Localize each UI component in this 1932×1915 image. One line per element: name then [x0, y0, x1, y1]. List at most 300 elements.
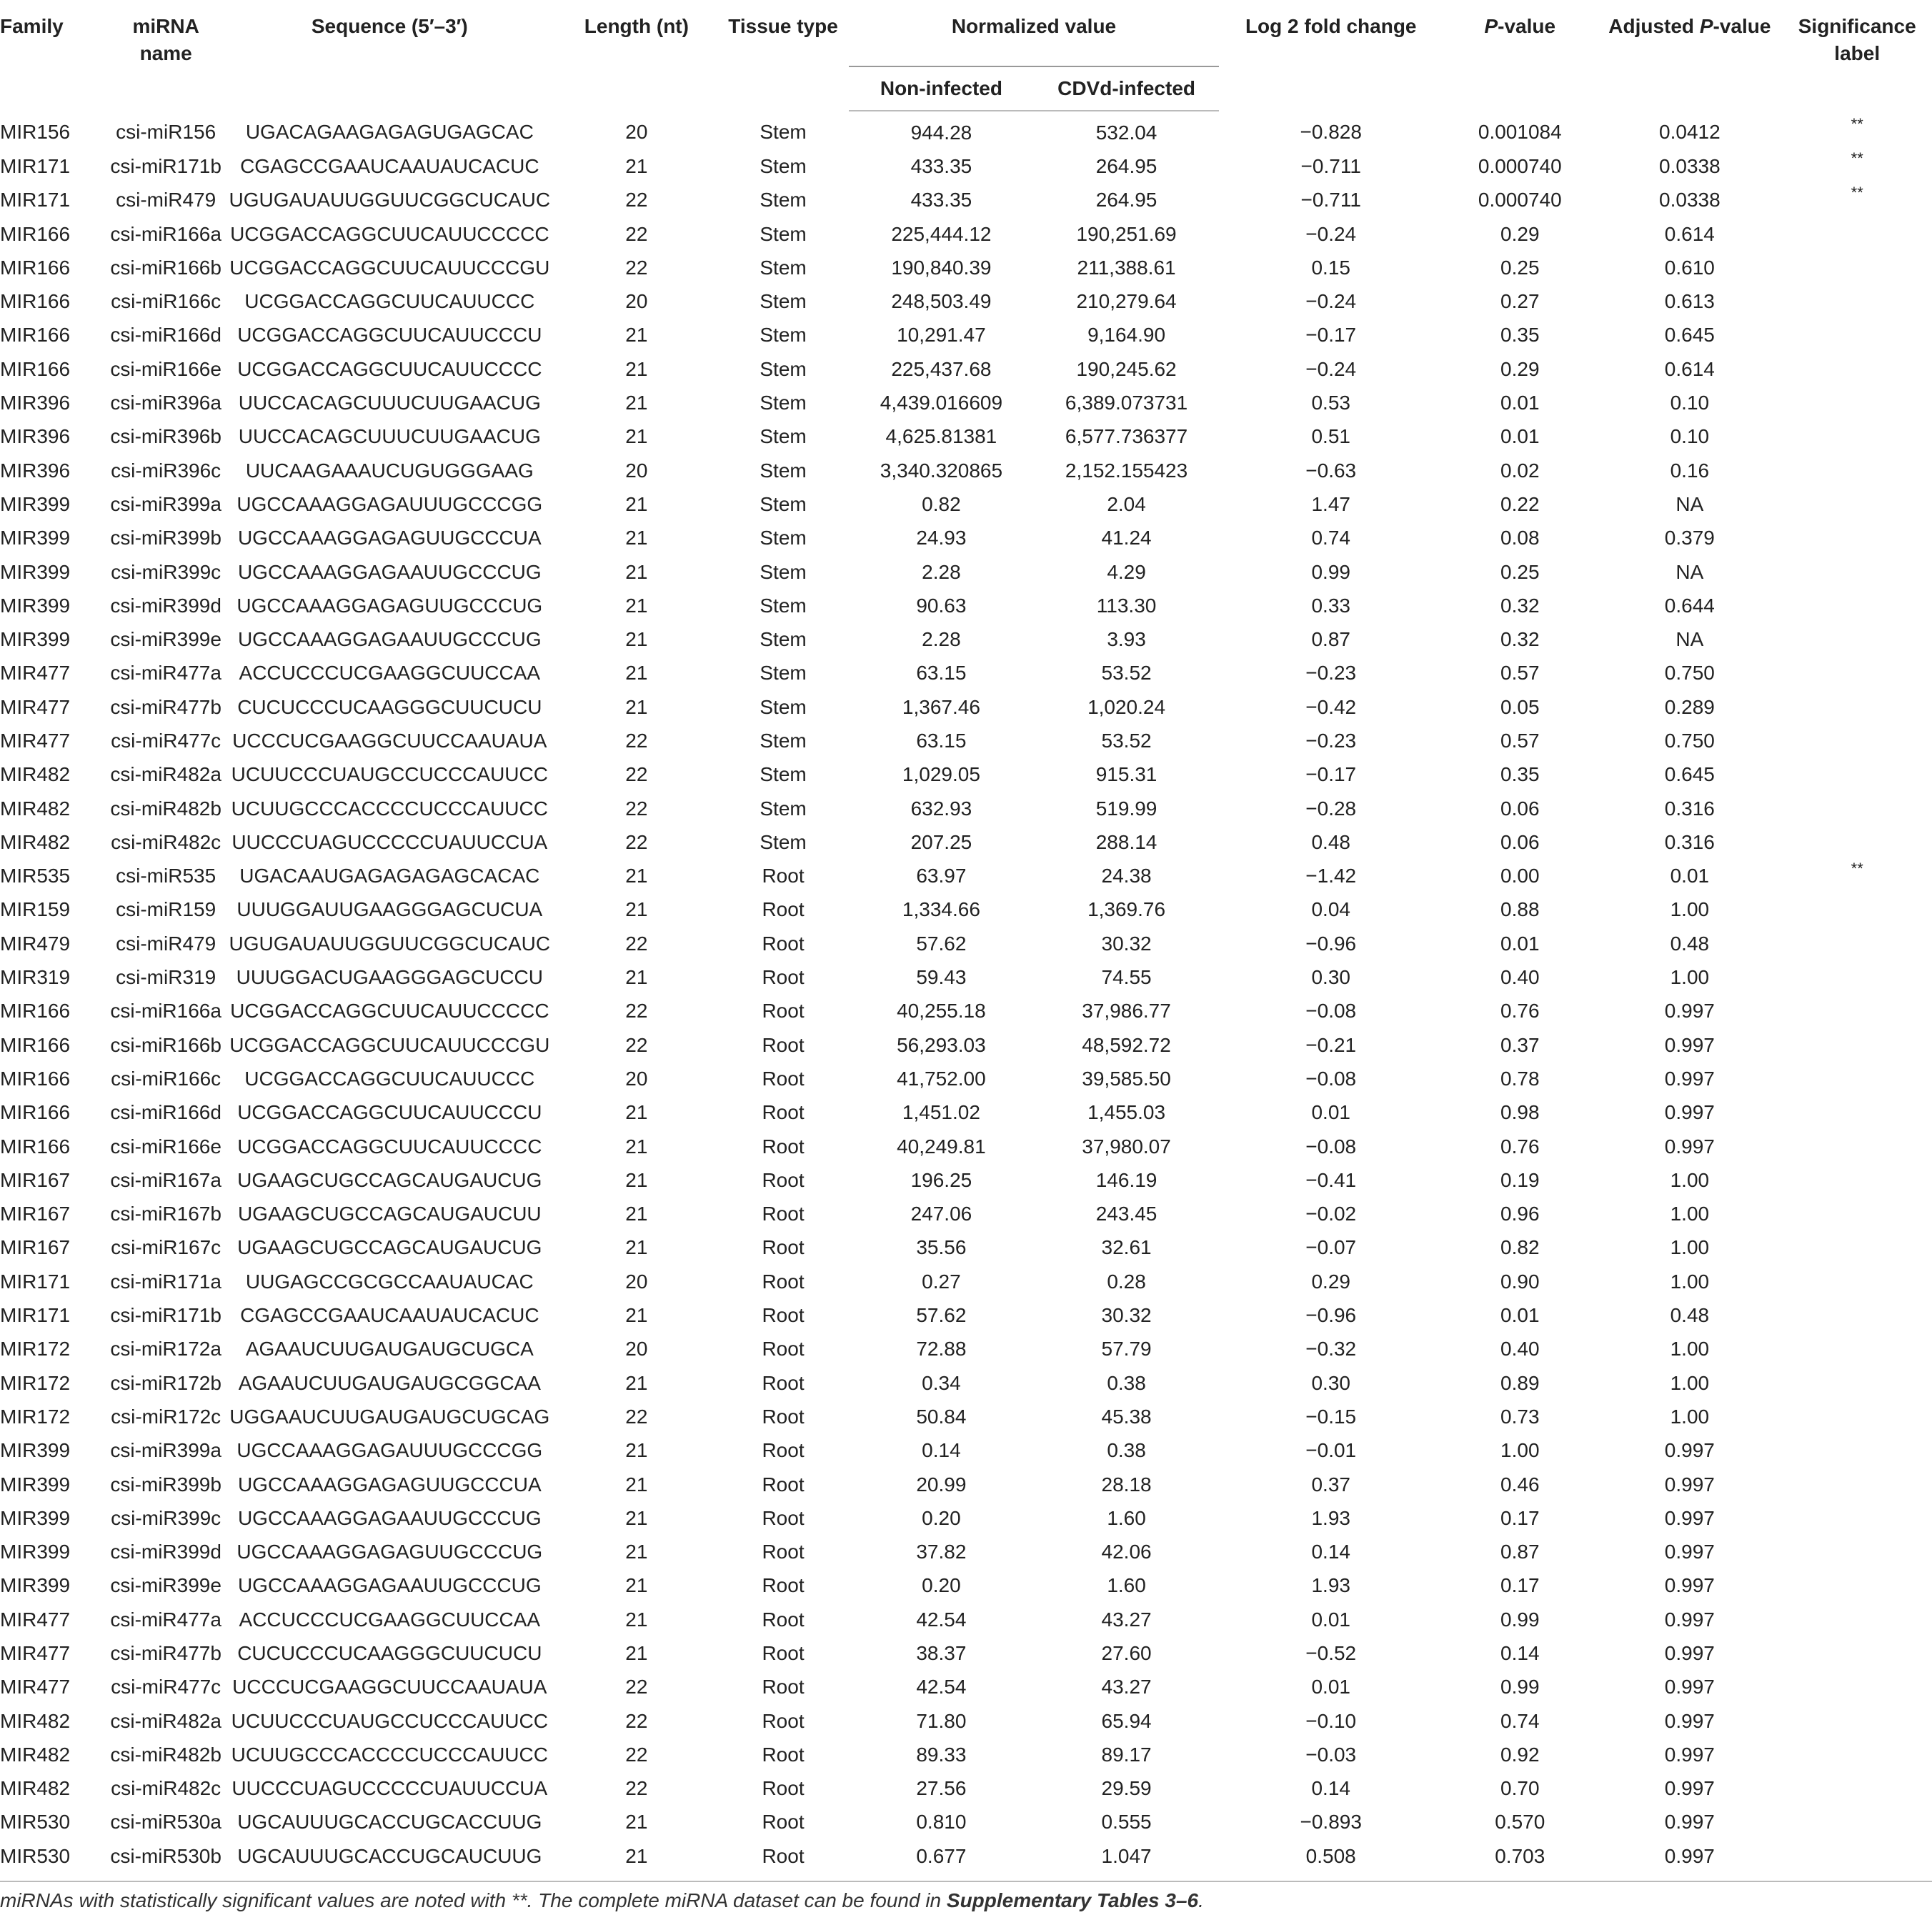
cell-length: 21 [625, 1844, 648, 1867]
cell-sequence: UUCCACAGCUUUCUUGAACUG [238, 392, 541, 414]
cell-length: 21 [625, 1135, 648, 1158]
cell-family: MIR399 [0, 1473, 71, 1496]
cell-sequence: UUGAGCCGCGCCAAUAUCAC [245, 1270, 534, 1293]
cell-tissue: Stem [760, 695, 807, 718]
cell-family: MIR477 [0, 662, 71, 685]
cell-log2fc: 1.93 [1311, 1506, 1350, 1529]
cell-sequence: UCGGACCAGGCUUCAUUCCCGU [229, 1033, 550, 1056]
cell-log2fc: −0.828 [1300, 121, 1362, 144]
cell-length: 21 [625, 1473, 648, 1496]
cell-significance [1782, 1062, 1932, 1095]
cell-tissue: Stem [760, 560, 807, 583]
cell-non-infected: 1,367.46 [902, 695, 980, 718]
header-log2fc: Log 2 fold change [1245, 15, 1417, 37]
cell-sequence: UCGGACCAGGCUUCAUUCCCCC [230, 222, 549, 245]
table-row [0, 1198, 1932, 1231]
cell-significance [1782, 1265, 1932, 1298]
cell-length: 21 [625, 1371, 648, 1394]
table-row [0, 1839, 1932, 1873]
cell-pvalue: 0.17 [1500, 1574, 1540, 1597]
cell-family: MIR166 [0, 1101, 71, 1124]
cell-log2fc: 0.508 [1305, 1844, 1356, 1867]
cell-family: MIR477 [0, 729, 71, 752]
cell-mirna-name: csi-miR399d [110, 594, 221, 617]
cell-pvalue: 0.57 [1500, 662, 1540, 685]
cell-non-infected: 57.62 [916, 1304, 967, 1327]
table-row [0, 420, 1932, 454]
cell-sequence: UGAAGCUGCCAGCAUGAUCUG [237, 1168, 542, 1191]
cell-tissue: Stem [760, 492, 807, 515]
cell-pvalue: 0.01 [1500, 425, 1540, 448]
cell-non-infected: 42.54 [916, 1676, 967, 1698]
cell-adjusted-pvalue: 1.00 [1670, 1168, 1710, 1191]
table-row [0, 1806, 1932, 1839]
cell-sequence: UCGGACCAGGCUUCAUUCCC [244, 1067, 535, 1090]
cell-cdvd-infected: 29.59 [1101, 1777, 1152, 1800]
table-header [0, 0, 1932, 111]
cell-sequence: UCGGACCAGGCUUCAUUCCCU [237, 1101, 542, 1124]
cell-family: MIR166 [0, 1135, 71, 1158]
footnote-link[interactable]: Supplementary Tables 3–6 [946, 1889, 1199, 1911]
cell-length: 21 [625, 898, 648, 921]
table-row [0, 1400, 1932, 1433]
cell-log2fc: 0.15 [1311, 256, 1350, 279]
cell-non-infected: 63.15 [916, 729, 967, 752]
cell-adjusted-pvalue: 0.289 [1664, 695, 1715, 718]
cell-log2fc: −0.28 [1305, 797, 1357, 820]
cell-family: MIR172 [0, 1405, 71, 1428]
table-row [0, 555, 1932, 589]
cell-pvalue: 0.76 [1500, 1000, 1540, 1023]
cell-mirna-name: csi-miR479 [116, 189, 216, 212]
cell-family: MIR482 [0, 1743, 71, 1766]
cell-adjusted-pvalue: 0.997 [1664, 1473, 1715, 1496]
cell-pvalue: 0.01 [1500, 1304, 1540, 1327]
cell-pvalue: 0.70 [1500, 1777, 1540, 1800]
cell-sequence: UGCCAAAGGAGAGUUGCCCUG [236, 594, 543, 617]
cell-sequence: UCUUGCCCACCCCUCCCAUUCC [231, 1743, 548, 1766]
cell-mirna-name: csi-miR171a [110, 1270, 221, 1293]
cell-pvalue: 0.35 [1500, 763, 1540, 786]
cell-cdvd-infected: 190,245.62 [1076, 357, 1177, 380]
cell-non-infected: 190,840.39 [891, 256, 992, 279]
cell-cdvd-infected: 32.61 [1101, 1236, 1152, 1259]
cell-significance [1782, 487, 1932, 521]
cell-log2fc: −0.32 [1305, 1338, 1357, 1361]
table-row [0, 690, 1932, 724]
cell-non-infected: 0.20 [922, 1506, 961, 1529]
cell-non-infected: 2.28 [922, 560, 961, 583]
cell-cdvd-infected: 264.95 [1095, 189, 1157, 212]
cell-significance [1782, 1096, 1932, 1130]
cell-tissue: Stem [760, 324, 807, 347]
cell-sequence: CUCUCCCUCAAGGGCUUCUCU [237, 1642, 542, 1664]
cell-cdvd-infected: 43.27 [1101, 1676, 1152, 1698]
cell-log2fc: 0.99 [1311, 560, 1350, 583]
cell-length: 21 [625, 324, 648, 347]
table-row [0, 860, 1932, 893]
cell-length: 21 [625, 492, 648, 515]
header-adj-pre: Adjusted [1608, 15, 1700, 37]
cell-sequence: UUCCACAGCUUUCUUGAACUG [238, 425, 541, 448]
cell-tissue: Root [762, 1371, 805, 1394]
cell-family: MIR171 [0, 189, 71, 212]
cell-adjusted-pvalue: 0.997 [1664, 1135, 1715, 1158]
cell-significance [1782, 319, 1932, 352]
cell-adjusted-pvalue: NA [1675, 492, 1704, 515]
cell-length: 21 [625, 1506, 648, 1529]
cell-log2fc: 0.01 [1311, 1608, 1350, 1631]
cell-sequence: UUCCCUAGUCCCCCUAUUCCUA [231, 830, 548, 853]
cell-adjusted-pvalue: 0.0338 [1659, 189, 1721, 212]
cell-sequence: UGCCAAAGGAGAAUUGCCCUG [237, 1506, 542, 1529]
cell-adjusted-pvalue: 0.750 [1664, 729, 1715, 752]
header-significance: Significance label [1798, 15, 1916, 64]
cell-length: 20 [625, 1338, 648, 1361]
cell-adjusted-pvalue: 0.316 [1664, 797, 1715, 820]
header-non-infected: Non-infected [849, 66, 1034, 111]
cell-cdvd-infected: 37,980.07 [1082, 1135, 1171, 1158]
cell-log2fc: 0.30 [1311, 1371, 1350, 1394]
cell-pvalue: 0.87 [1500, 1541, 1540, 1563]
cell-sequence: UGCCAAAGGAGAAUUGCCCUG [237, 628, 542, 651]
table-row [0, 825, 1932, 859]
cell-length: 21 [625, 1203, 648, 1225]
cell-adjusted-pvalue: 0.997 [1664, 1676, 1715, 1698]
cell-tissue: Root [762, 1203, 805, 1225]
table-row [0, 1704, 1932, 1738]
cell-cdvd-infected: 27.60 [1101, 1642, 1152, 1664]
cell-tissue: Stem [760, 662, 807, 685]
cell-pvalue: 0.22 [1500, 492, 1540, 515]
cell-sequence: UGAAGCUGCCAGCAUGAUCUU [237, 1203, 542, 1225]
table-row [0, 995, 1932, 1028]
cell-sequence: UCGGACCAGGCUUCAUUCCCC [237, 357, 542, 380]
cell-mirna-name: csi-miR166a [110, 222, 221, 245]
cell-non-infected: 41,752.00 [897, 1067, 986, 1090]
cell-mirna-name: csi-miR166e [110, 1135, 221, 1158]
cell-length: 21 [625, 1642, 648, 1664]
cell-sequence: UCCCUCGAAGGCUUCCAAUAUA [232, 729, 547, 752]
cell-tissue: Root [762, 1304, 805, 1327]
cell-non-infected: 20.99 [916, 1473, 967, 1496]
cell-sequence: UGCAUUUGCACCUGCAUCUUG [237, 1844, 542, 1867]
cell-pvalue: 0.74 [1500, 1709, 1540, 1732]
cell-family: MIR396 [0, 459, 71, 482]
cell-non-infected: 3,340.320865 [880, 459, 1003, 482]
cell-cdvd-infected: 288.14 [1095, 830, 1157, 853]
cell-pvalue: 0.01 [1500, 932, 1540, 955]
cell-log2fc: −0.02 [1305, 1203, 1357, 1225]
cell-length: 22 [625, 1405, 648, 1428]
cell-cdvd-infected: 53.52 [1101, 729, 1152, 752]
cell-length: 21 [625, 425, 648, 448]
cell-non-infected: 1,029.05 [902, 763, 980, 786]
cell-sequence: UCGGACCAGGCUUCAUUCCCU [237, 324, 542, 347]
header-family: Family [0, 15, 64, 37]
cell-tissue: Stem [760, 189, 807, 212]
cell-log2fc: 0.87 [1311, 628, 1350, 651]
cell-mirna-name: csi-miR399b [110, 1473, 221, 1496]
table-row [0, 487, 1932, 521]
table-row [0, 1298, 1932, 1332]
cell-length: 20 [625, 459, 648, 482]
cell-adjusted-pvalue: 0.997 [1664, 1811, 1715, 1834]
cell-mirna-name: csi-miR530a [110, 1811, 221, 1834]
cell-mirna-name: csi-miR171b [110, 154, 221, 177]
cell-sequence: ACCUCCCUCGAAGGCUUCCAA [239, 1608, 541, 1631]
cell-non-infected: 225,444.12 [891, 222, 992, 245]
cell-cdvd-infected: 211,388.61 [1077, 256, 1176, 279]
cell-adjusted-pvalue: 0.997 [1664, 1608, 1715, 1631]
cell-length: 21 [625, 865, 648, 887]
table-row [0, 927, 1932, 960]
cell-log2fc: −0.08 [1305, 1067, 1357, 1090]
cell-tissue: Root [762, 1676, 805, 1698]
footnote-end: . [1198, 1889, 1204, 1911]
cell-cdvd-infected: 3.93 [1107, 628, 1146, 651]
table-row [0, 724, 1932, 757]
cell-log2fc: −0.711 [1300, 189, 1361, 212]
cell-length: 22 [625, 729, 648, 752]
cell-adjusted-pvalue: 0.10 [1670, 425, 1710, 448]
cell-non-infected: 0.34 [922, 1371, 961, 1394]
cell-cdvd-infected: 42.06 [1101, 1541, 1152, 1563]
cell-cdvd-infected: 37,986.77 [1082, 1000, 1171, 1023]
cell-log2fc: 0.53 [1311, 392, 1350, 414]
cell-adjusted-pvalue: 0.997 [1664, 1642, 1715, 1664]
cell-cdvd-infected: 6,389.073731 [1065, 392, 1188, 414]
cell-adjusted-pvalue: 0.997 [1664, 1709, 1715, 1732]
cell-log2fc: 0.01 [1311, 1101, 1350, 1124]
cell-tissue: Root [762, 1338, 805, 1361]
cell-sequence: CGAGCCGAAUCAAUAUCACUC [240, 1304, 539, 1327]
cell-family: MIR482 [0, 1709, 71, 1732]
cell-sequence: UGCCAAAGGAGAGUUGCCCUA [237, 527, 542, 549]
cell-pvalue: 0.29 [1500, 222, 1540, 245]
cell-significance [1782, 1636, 1932, 1670]
cell-pvalue: 0.27 [1500, 290, 1540, 313]
cell-sequence: UGACAAUGAGAGAGAGCACAC [239, 865, 540, 887]
cell-tissue: Stem [760, 763, 807, 786]
cell-cdvd-infected: 264.95 [1095, 154, 1157, 177]
cell-mirna-name: csi-miR319 [116, 966, 216, 989]
cell-significance [1782, 1366, 1932, 1400]
cell-cdvd-infected: 519.99 [1095, 797, 1157, 820]
cell-log2fc: −0.17 [1305, 763, 1357, 786]
cell-length: 21 [625, 628, 648, 651]
cell-family: MIR159 [0, 898, 71, 921]
cell-non-infected: 35.56 [916, 1236, 967, 1259]
footnote-text: miRNAs with statistically significant values are noted with **. The complete miRNA dataset can be found in [0, 1889, 947, 1911]
cell-non-infected: 56,293.03 [897, 1033, 986, 1056]
cell-significance [1782, 1231, 1932, 1265]
cell-tissue: Stem [760, 425, 807, 448]
cell-length: 21 [625, 1304, 648, 1327]
cell-log2fc: 0.04 [1311, 898, 1350, 921]
cell-pvalue: 0.570 [1495, 1811, 1545, 1834]
cell-tissue: Root [762, 1236, 805, 1259]
cell-sequence: UGCAUUUGCACCUGCACCUUG [237, 1811, 542, 1834]
cell-length: 21 [625, 594, 648, 617]
cell-mirna-name: csi-miR477c [111, 729, 221, 752]
cell-sequence: UCCCUCGAAGGCUUCCAAUAUA [232, 1676, 547, 1698]
cell-mirna-name: csi-miR477b [110, 695, 221, 718]
cell-cdvd-infected: 65.94 [1101, 1709, 1152, 1732]
cell-log2fc: 0.37 [1311, 1473, 1350, 1496]
cell-non-infected: 40,255.18 [897, 1000, 986, 1023]
cell-non-infected: 632.93 [910, 797, 972, 820]
table-row [0, 454, 1932, 487]
cell-adjusted-pvalue: 0.613 [1664, 290, 1715, 313]
cell-pvalue: 0.703 [1495, 1844, 1545, 1867]
table-row [0, 1738, 1932, 1771]
cell-family: MIR399 [0, 1506, 71, 1529]
cell-tissue: Root [762, 1844, 805, 1867]
cell-cdvd-infected: 0.38 [1107, 1371, 1146, 1394]
table-row [0, 960, 1932, 994]
cell-family: MIR399 [0, 560, 71, 583]
cell-tissue: Root [762, 1642, 805, 1664]
cell-mirna-name: csi-miR477a [110, 662, 221, 685]
cell-mirna-name: csi-miR399c [111, 1506, 221, 1529]
cell-sequence: UGCCAAAGGAGAGUUGCCCUA [237, 1473, 542, 1496]
cell-mirna-name: csi-miR166b [110, 256, 221, 279]
cell-significance [1782, 454, 1932, 487]
cell-pvalue: 0.29 [1500, 357, 1540, 380]
cell-length: 22 [625, 256, 648, 279]
cell-adjusted-pvalue: 1.00 [1670, 898, 1710, 921]
table-row [0, 1163, 1932, 1197]
cell-length: 21 [625, 1236, 648, 1259]
cell-pvalue: 0.98 [1500, 1101, 1540, 1124]
cell-significance [1782, 1738, 1932, 1771]
cell-log2fc: 1.93 [1311, 1574, 1350, 1597]
cell-significance [1782, 960, 1932, 994]
cell-tissue: Stem [760, 357, 807, 380]
cell-adjusted-pvalue: 0.997 [1664, 1000, 1715, 1023]
cell-non-infected: 0.810 [916, 1811, 967, 1834]
cell-non-infected: 71.80 [916, 1709, 967, 1732]
table-row [0, 1062, 1932, 1095]
cell-non-infected: 4,439.016609 [880, 392, 1003, 414]
cell-significance [1782, 1501, 1932, 1535]
cell-mirna-name: csi-miR482a [110, 1709, 221, 1732]
cell-sequence: UGACAGAAGAGAGUGAGCAC [245, 121, 534, 144]
cell-pvalue: 0.000740 [1478, 189, 1562, 212]
cell-cdvd-infected: 0.28 [1107, 1270, 1146, 1293]
cell-sequence: UGCCAAAGGAGAUUUGCCCGG [236, 1439, 543, 1462]
table-row [0, 149, 1932, 183]
cell-sequence: AGAAUCUUGAUGAUGCGGCAA [238, 1371, 541, 1394]
cell-mirna-name: csi-miR482b [110, 797, 221, 820]
cell-sequence: UUUGGAUUGAAGGGAGCUCUA [236, 898, 543, 921]
cell-log2fc: 0.33 [1311, 594, 1350, 617]
cell-family: MIR535 [0, 865, 71, 887]
cell-tissue: Root [762, 1743, 805, 1766]
cell-adjusted-pvalue: 1.00 [1670, 966, 1710, 989]
table-row [0, 1333, 1932, 1366]
cell-cdvd-infected: 1.60 [1107, 1574, 1146, 1597]
table-row [0, 1535, 1932, 1568]
cell-pvalue: 0.01 [1500, 392, 1540, 414]
cell-cdvd-infected: 915.31 [1095, 763, 1157, 786]
cell-cdvd-infected: 45.38 [1101, 1405, 1152, 1428]
table-row [0, 1130, 1932, 1163]
cell-length: 21 [625, 1101, 648, 1124]
cell-family: MIR479 [0, 932, 71, 955]
cell-family: MIR166 [0, 222, 71, 245]
cell-log2fc: −0.08 [1305, 1000, 1357, 1023]
cell-log2fc: 0.14 [1311, 1541, 1350, 1563]
cell-non-infected: 59.43 [916, 966, 967, 989]
cell-adjusted-pvalue: 0.01 [1670, 865, 1710, 887]
table-row [0, 792, 1932, 825]
cell-pvalue: 0.88 [1500, 898, 1540, 921]
cell-mirna-name: csi-miR166d [110, 324, 221, 347]
cell-sequence: ACCUCCCUCGAAGGCUUCCAA [239, 662, 541, 685]
header-cdvd-infected: CDVd-infected [1034, 66, 1219, 111]
cell-cdvd-infected: 6,577.736377 [1065, 425, 1188, 448]
cell-sequence: UGUGAUAUUGGUUCGGCUCAUC [229, 189, 551, 212]
table-row [0, 1636, 1932, 1670]
cell-cdvd-infected: 74.55 [1101, 966, 1152, 989]
cell-adjusted-pvalue: 0.645 [1664, 763, 1715, 786]
cell-significance [1782, 893, 1932, 927]
cell-pvalue: 0.001084 [1478, 121, 1562, 144]
cell-cdvd-infected: 39,585.50 [1082, 1067, 1171, 1090]
header-tissue: Tissue type [728, 15, 838, 37]
cell-mirna-name: csi-miR156 [116, 121, 216, 144]
cell-significance [1782, 555, 1932, 589]
cell-pvalue: 0.14 [1500, 1642, 1540, 1664]
cell-significance [1782, 589, 1932, 622]
cell-adjusted-pvalue: 0.10 [1670, 392, 1710, 414]
cell-pvalue: 0.40 [1500, 966, 1540, 989]
cell-family: MIR399 [0, 527, 71, 549]
cell-cdvd-infected: 243.45 [1095, 1203, 1157, 1225]
cell-mirna-name: csi-miR399d [110, 1541, 221, 1563]
cell-significance: ** [1851, 149, 1863, 168]
cell-non-infected: 40,249.81 [897, 1135, 986, 1158]
cell-pvalue: 0.73 [1500, 1405, 1540, 1428]
cell-sequence: UGCCAAAGGAGAAUUGCCCUG [237, 560, 542, 583]
cell-sequence: UUUGGACUGAAGGGAGCUCCU [236, 966, 543, 989]
cell-family: MIR166 [0, 256, 71, 279]
cell-adjusted-pvalue: 0.16 [1670, 459, 1710, 482]
cell-family: MIR482 [0, 797, 71, 820]
cell-mirna-name: csi-miR166b [110, 1033, 221, 1056]
cell-non-infected: 433.35 [910, 154, 972, 177]
cell-cdvd-infected: 146.19 [1095, 1168, 1157, 1191]
cell-significance [1782, 1163, 1932, 1197]
cell-pvalue: 0.05 [1500, 695, 1540, 718]
header-adjusted-pvalue [1597, 0, 1782, 111]
table-row [0, 1671, 1932, 1704]
cell-non-infected: 1,334.66 [902, 898, 980, 921]
header-length: Length (nt) [584, 15, 689, 37]
cell-mirna-name: csi-miR399b [110, 527, 221, 549]
cell-pvalue: 0.08 [1500, 527, 1540, 549]
cell-sequence: AGAAUCUUGAUGAUGCUGCA [245, 1338, 534, 1361]
cell-sequence: CGAGCCGAAUCAAUAUCACUC [240, 154, 539, 177]
cell-pvalue: 0.96 [1500, 1203, 1540, 1225]
cell-significance [1782, 284, 1932, 318]
cell-mirna-name: csi-miR396b [110, 425, 221, 448]
cell-length: 21 [625, 1439, 648, 1462]
cell-adjusted-pvalue: 1.00 [1670, 1203, 1710, 1225]
cell-non-infected: 38.37 [916, 1642, 967, 1664]
